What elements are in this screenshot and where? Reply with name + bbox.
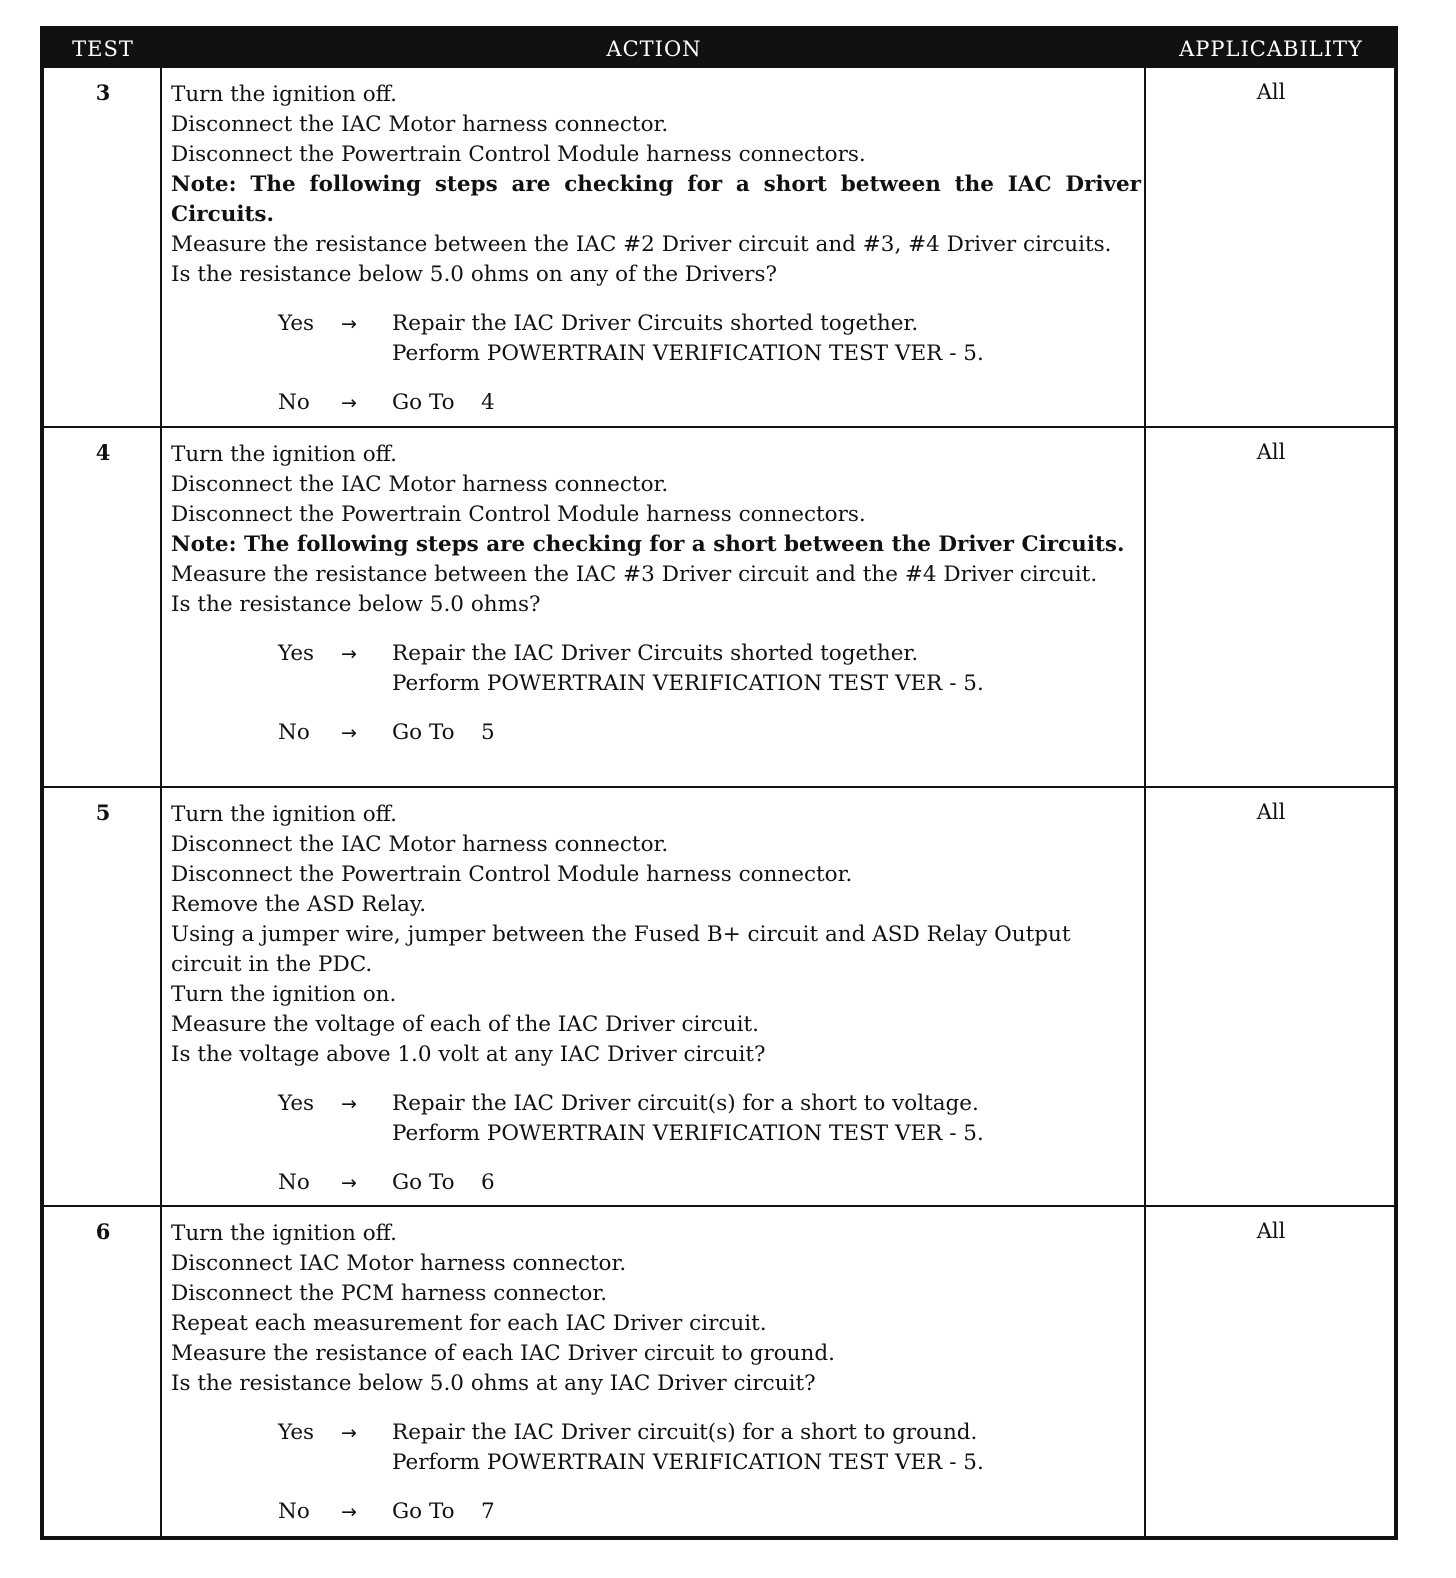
- applicability-cell: All: [1256, 800, 1286, 824]
- action-line: Turn the ignition on.: [171, 982, 397, 1007]
- yes-label: Yes: [278, 641, 315, 666]
- action-cell: [171, 800, 1141, 1198]
- action-line: Is the resistance below 5.0 ohms at any IAC Driver circuit?: [171, 1371, 816, 1396]
- action-line: Is the resistance below 5.0 ohms on any of the Drivers?: [171, 262, 778, 287]
- no-result: [171, 718, 1141, 748]
- arrow-icon: →: [341, 1501, 357, 1523]
- goto-label: Go To: [392, 720, 455, 745]
- table-row: [44, 428, 1394, 786]
- action-line: Measure the voltage of each of the IAC Driver circuit.: [171, 1012, 759, 1037]
- applicability-cell: All: [1256, 1219, 1286, 1243]
- applicability-cell: All: [1256, 440, 1286, 464]
- arrow-icon: →: [341, 313, 357, 335]
- yes-result: [171, 1418, 1141, 1448]
- yes-result-cont: [171, 1448, 1141, 1478]
- no-label: No: [278, 390, 310, 415]
- arrow-icon: →: [341, 643, 357, 665]
- goto-label: Go To: [392, 1170, 455, 1195]
- arrow-icon: →: [341, 1093, 357, 1115]
- test-number: 4: [95, 440, 111, 465]
- yes-result: [171, 309, 1141, 339]
- action-line: Turn the ignition off.: [171, 1221, 397, 1246]
- applicability-cell: All: [1256, 80, 1286, 104]
- no-result: [171, 1497, 1141, 1527]
- yes-action: Repair the IAC Driver circuit(s) for a short to voltage.: [392, 1091, 979, 1116]
- table-row: [44, 68, 1394, 426]
- diagnostic-table: [40, 26, 1398, 1540]
- yes-label: Yes: [278, 311, 315, 336]
- no-result: [171, 388, 1141, 418]
- action-line: circuit in the PDC.: [171, 952, 373, 977]
- table-header: [44, 30, 1394, 68]
- arrow-icon: →: [341, 1172, 357, 1194]
- verification-step: Perform POWERTRAIN VERIFICATION TEST VER - 5.: [392, 341, 984, 366]
- verification-step: Perform POWERTRAIN VERIFICATION TEST VER - 5.: [392, 1121, 984, 1146]
- header-applicability: APPLICABILITY: [1179, 37, 1363, 61]
- action-line: Disconnect the Powertrain Control Module harness connector.: [171, 862, 853, 887]
- action-line: Turn the ignition off.: [171, 802, 397, 827]
- action-line: Measure the resistance of each IAC Driver circuit to ground.: [171, 1341, 835, 1366]
- action-line: Repeat each measurement for each IAC Driver circuit.: [171, 1311, 767, 1336]
- yes-result-cont: [171, 669, 1141, 699]
- goto-label: Go To: [392, 390, 455, 415]
- no-label: No: [278, 1170, 310, 1195]
- arrow-icon: →: [341, 392, 357, 414]
- action-line: Disconnect IAC Motor harness connector.: [171, 1251, 627, 1276]
- yes-action: Repair the IAC Driver Circuits shorted together.: [392, 641, 919, 666]
- action-line: Using a jumper wire, jumper between the Fused B+ circuit and ASD Relay Output: [171, 922, 1071, 947]
- action-cell: [171, 440, 1141, 748]
- goto-number: 7: [481, 1499, 495, 1524]
- arrow-icon: →: [341, 722, 357, 744]
- action-cell: [171, 1219, 1141, 1527]
- table-row: [44, 788, 1394, 1205]
- yes-label: Yes: [278, 1420, 315, 1445]
- action-note: Note: The following steps are checking for a short between the Driver Circuits.: [171, 532, 1125, 557]
- action-line: Disconnect the PCM harness connector.: [171, 1281, 608, 1306]
- no-label: No: [278, 720, 310, 745]
- action-note: Note: The following steps are checking for a short between the IAC Driver Circuits.: [171, 172, 1141, 227]
- action-line: Turn the ignition off.: [171, 82, 397, 107]
- header-action: ACTION: [606, 37, 702, 61]
- action-line: Disconnect the IAC Motor harness connector.: [171, 472, 669, 497]
- goto-number: 6: [481, 1170, 495, 1195]
- action-line: Disconnect the IAC Motor harness connector.: [171, 112, 669, 137]
- yes-result-cont: [171, 339, 1141, 369]
- action-line: Disconnect the Powertrain Control Module harness connectors.: [171, 502, 866, 527]
- action-line: Is the voltage above 1.0 volt at any IAC Driver circuit?: [171, 1042, 766, 1067]
- action-line: Disconnect the IAC Motor harness connector.: [171, 832, 669, 857]
- yes-result-cont: [171, 1119, 1141, 1149]
- action-cell: [171, 80, 1141, 418]
- header-test: TEST: [72, 37, 134, 61]
- goto-number: 5: [481, 720, 495, 745]
- yes-result: [171, 1089, 1141, 1119]
- action-line: Disconnect the Powertrain Control Module harness connectors.: [171, 142, 866, 167]
- action-line: Remove the ASD Relay.: [171, 892, 427, 917]
- action-line: Measure the resistance between the IAC #3 Driver circuit and the #4 Driver circuit.: [171, 562, 1098, 587]
- yes-result: [171, 639, 1141, 669]
- action-line: Is the resistance below 5.0 ohms?: [171, 592, 541, 617]
- yes-action: Repair the IAC Driver circuit(s) for a short to ground.: [392, 1420, 978, 1445]
- no-label: No: [278, 1499, 310, 1524]
- verification-step: Perform POWERTRAIN VERIFICATION TEST VER - 5.: [392, 671, 984, 696]
- test-number: 5: [95, 800, 111, 825]
- no-result: [171, 1168, 1141, 1198]
- action-line: Turn the ignition off.: [171, 442, 397, 467]
- verification-step: Perform POWERTRAIN VERIFICATION TEST VER - 5.: [392, 1450, 984, 1475]
- yes-label: Yes: [278, 1091, 315, 1116]
- goto-label: Go To: [392, 1499, 455, 1524]
- action-line: Measure the resistance between the IAC #2 Driver circuit and #3, #4 Driver circuits.: [171, 232, 1112, 257]
- test-number: 6: [95, 1219, 111, 1244]
- test-number: 3: [95, 80, 111, 105]
- yes-action: Repair the IAC Driver Circuits shorted together.: [392, 311, 919, 336]
- goto-number: 4: [481, 390, 495, 415]
- arrow-icon: →: [341, 1422, 357, 1444]
- table-row: [44, 1207, 1394, 1536]
